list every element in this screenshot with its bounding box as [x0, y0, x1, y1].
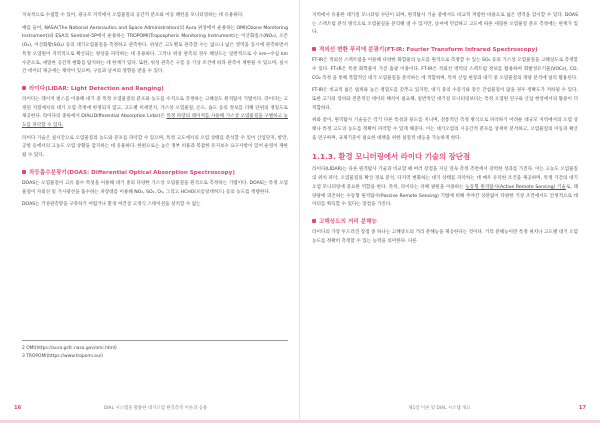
page-footer — [300, 403, 600, 413]
square-bullet-icon — [312, 47, 316, 51]
heading-text: 차등흡수분광기(DOAS: Differential Optical Absorption Spectroscopy) — [29, 169, 235, 176]
section-heading — [312, 217, 578, 225]
paragraph: 라이다의 가장 두드러진 장점 중 하나는 고해상도의 거리 분해능을 제공한다는 것이다. 거리 분해능이란 특정 위치나 고도별 대기 오염 농도를 정확히 측정할 수 있는 능력을 의미한다. 다른 — [312, 229, 578, 244]
paragraph-text: 라이다는 레이저 펄스를 이용해 대기 중 특정 오염물질의 분포와 농도를 수직으로 측정하는 고해상도 원격탐사 기법이다. 라이다는 고정된 지점에서의 대기 오염 측정에 한정되지 않고, 고도별 미세먼지, 가스상 오염물질, 온도, 습도 등의 정보를 더해 단위의 정밀도로 제공한다. 라이다의 종류에서 DIAL(Differential Absorption Lidar)은 — [22, 96, 288, 120]
footnote: 3 TROPOMI(https://www.tropomi.eu/) — [22, 353, 103, 359]
subsection-title: 1.1.3. 환경 모니터링에서 라이다 기술의 장단점 — [312, 152, 471, 162]
page-number: 16 — [14, 405, 22, 411]
footnotes — [22, 340, 288, 360]
section-heading — [22, 84, 288, 92]
square-bullet-icon — [22, 86, 26, 90]
heading-text: 적외선 변환 푸리에 분광기(FT-IR: Fourier Transform Infrared Spectroscopy) — [319, 47, 538, 54]
paragraph: FT-IR은 비교적 넓은 범위와 높은 정밀도를 갖추고 있지만, 대기 중의 수증기와 같은 간섭물질이 많을 경우 정확도가 저하될 수 있다. 또한 고가의 장비와 전문적인 데이터 해석이 필요해, 일반적인 대기질 모니터링보다는 특정 오염원 연구와 산업 현장에서의 활용이 더 적합하다. — [312, 88, 578, 111]
paragraph: 지속적으로 수집할 수 있어, 광규모 지역에서 오염물질의 공간적 분포와 이동 패턴을 모니터링하는 데 유용하다. — [22, 13, 244, 18]
page-number: 17 — [578, 405, 586, 411]
page-footer — [0, 403, 300, 413]
paragraph: 지역에서 유용한 대기질 모니터링 수단이 되며, 원격탐사 기술 중에서도 비교적 저렴한 비용으로 넓은 영역을 감시할 수 있다. DOAS는 스펙트럼 분석 방식으로 오염물질을 분리해 낼 수 있지만, 날씨에 민감하고 고도에 따른 세밀한 오염물질 분포 측정에는 한계가 있다. — [312, 13, 578, 36]
paragraph-text: 라이다(LIDAR)는 다른 원격탐사 기술과 비교할 때 여러 장점을 지닌 연속 측정 측면에서 강력한 성과를 가진다. 이는 고농도 오염물질의 위치 파악, 오염물질의 확산 경로 분석, 다지역 변화하는 대기 상태를 파악하는 데 매우 유리한 조건을 제공하며, 특정 기간의 대기 오염 모니터링에 중요한 역할을 한다. 특히, 라이다는 자체 광원을 이용하는 — [312, 167, 578, 190]
paragraph: 라이다 기술은 실시간으로 오염물질의 농도와 분포를 파악할 수 있으며, 특정 고도에서의 오염 상태를 분석할 수 있어 산업단지, 항만, 공항 등에서의 고농도 오염 상황을 감지하는 데 유용하다. 한편으로는 높은 정부 비용과 복잡한 유지보수 요구사항이 있어 운영이 제한될 수 있다. — [22, 135, 288, 159]
right-page — [300, 0, 600, 423]
paragraph: DOAS는 거성관측망을 구축하기 어렵거나 환경 여건상 고정식 스테이션을 설치할 수 없는 — [22, 202, 201, 208]
paragraph-text: 로, 태양광에 의존하는 수동형 원격탐사(Passive Remote Sensing) 기법에 비해 주야간 상관없이 다양한 기상 조건에서도 안정적으로 데이터를 획득할 수 있다는 장점을 가진다. — [312, 184, 579, 208]
square-bullet-icon — [22, 170, 26, 174]
underlined-text: 특정 파장의 레이저를 사용해 가스상 오염물질을 구별하고 농도를 파악할 수 있다. — [22, 114, 288, 129]
running-footer-title: DIAL 시스템을 활용한 대기오염 원격측정 이론과 응용 — [103, 406, 208, 411]
paragraph: DOAS는 오염물질이 고유 흡수 특성을 이용해 대기 중의 다양한 가스상 오염물질을 원격으로 측정하는 기법이다. DOAS는 특정 오염물질이 자외선 및 가시광선을 흡수하는 파장대를 이용해 NO₂, SO₂, O₃, 그리고 HCHO(포름알데히드) 등의 농도를 정량한다. — [22, 180, 288, 195]
footnote: 2 OMI(https://aura.gsfc.nasa.gov/omi.html) — [22, 346, 117, 351]
paragraph: 위와 같이, 원격탐사 기술들은 각기 다른 특성과 용도를 지니며, 전통적인 측정 방식으로 파악하기 어려운 대규모 지역에서의 오염 상태나 특정 고도의 농도를 정확히 파악할 수 있게 해준다. 이는 대기오염의 시공간적 분포를 상세히 분석하고, 오염물질의 이동과 확산을 연구하며, 규제기준이 필요한 대책을 위한 실질적 대응을 가능하게 한다. — [312, 118, 578, 141]
heading-text: 라이다(LIDAR: Light Detection and Ranging) — [29, 85, 164, 92]
section-heading — [22, 168, 288, 176]
section-heading — [312, 45, 578, 53]
running-footer-title: 제1장 이론 및 DIAL 시스템 개요 — [408, 406, 471, 411]
underlined-text: 능동형 원격탐사(Active Remote Sensing) 기술 — [465, 184, 566, 190]
paragraph: FT-IR은 적외선 스펙트럼을 이용해 다양한 화합물의 농도를 원격으로 측정할 수 있는 SO₂ 등의 가스상 오염물질을 고해상도로 측정할 수 있다. FT-IR은 특정 화학물이 가진 흡광 이용이다. FT-IR은 적외선 영역의 스펙트럼 정보를 활용하여 휘발성유기물(VOCs), CO, CO₂ 측정 을 통해 복합적인 대기 오염물질을 분석하는 데 적합하며, 특히 산업 현장과 대기 중 오염물질의 정량 분석에 널리 활용된다. — [312, 58, 578, 81]
heading-text: 고해상도의 거리 분해능 — [319, 218, 377, 225]
paragraph — [22, 96, 288, 131]
square-bullet-icon — [312, 219, 316, 223]
paragraph: 예를 들어, NASA(The National Aeronautics and Space Administration)의 Aura 위성에서 운용하는 OMI(Ozone Monitoring Instrument)와 ESA의 Sentinel-5P에서 운용하는 TROPOMI(Tropospheric Monitoring Instrument)는 이산화질소(NO₂), 오존(O₃), 이산화황(SO₂) 등의 대기오염물질을 측정하고 관측한다. 위성은 고도별로 관측할 수는 없으나 넓은 영역을 동시에 관측하면서 특정 오염원이 지역적으로 확산되는 양상을 파악하는 데 유용하다. 그러나 위성 관측의 경우 해상도는 일반적으로 수 km~수십 km 수준으로, 세밀한 공간적 변화를 탐지하는 데 한계가 있다. 또한, 위성 관측은 구름 등 기상 조건에 따라 관측이 제한될 수 있으며, 실시간 데이터 제공에는 제약이 있으며, 구름과 날씨의 영향을 받을 수 있다. — [22, 25, 288, 75]
paragraph — [312, 166, 578, 210]
